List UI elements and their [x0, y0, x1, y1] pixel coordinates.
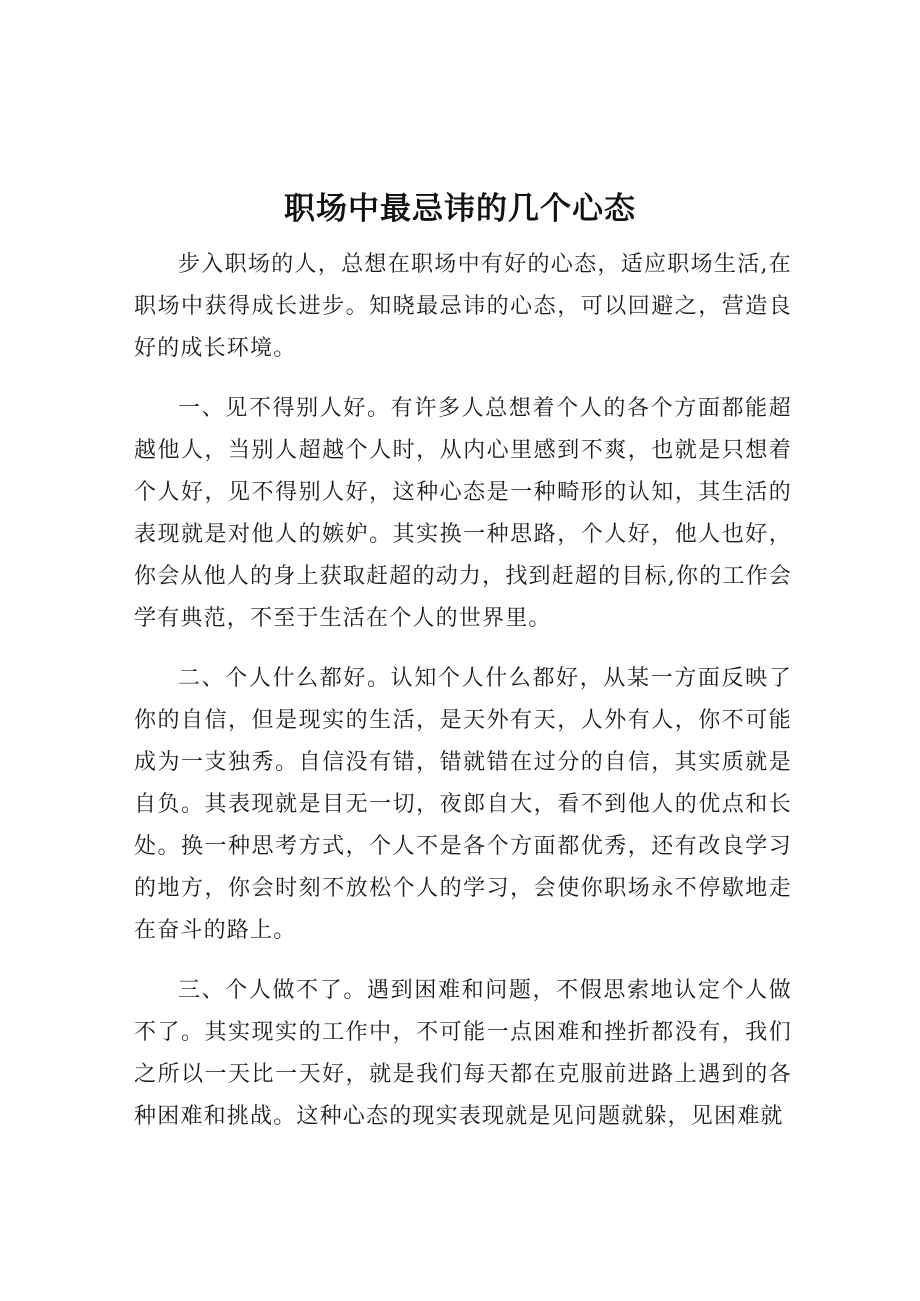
paragraph-section-1: 一、见不得别人好。有许多人总想着个人的各个方面都能超越他人，当别人超越个人时，从内心里感到不爽，也就是只想着个人好，见不得别人好，这种心态是一种畸形的认知，其生活的表现就是对他人的嫉妒。其实换一种思路，个人好，他人也好，你会从他人的身上获取赶超的动力，找到赶超的目标,你的工作会学有典范，不至于生活在个人的世界里。	[134, 396, 792, 631]
paragraph-section-2: 二、个人什么都好。认知个人什么都好，从某一方面反映了你的自信，但是现实的生活，是天外有天，人外有人，你不可能成为一支独秀。自信没有错，错就错在过分的自信，其实质就是自负。其表现就是目无一切，夜郎自大，看不到他人的优点和长处。换一种思考方式，个人不是各个方面都优秀，还有改良学习的地方，你会时刻不放松个人的学习，会使你职场永不停歇地走在奋斗的路上。	[134, 666, 792, 943]
document-title: 职场中最忌讳的几个心态	[284, 191, 636, 227]
paragraph-section-3: 三、个人做不了。遇到困难和问题，不假思索地认定个人做不了。其实现实的工作中，不可能一点困难和挫折都没有，我们之所以一天比一天好，就是我们每天都在克服前进路上遇到的各种困难和挑战。这种心态的现实表现就是见问题就躲，见困难就	[134, 978, 792, 1129]
document-body	[134, 244, 792, 1156]
paragraph-intro: 步入职场的人，总想在职场中有好的心态，适应职场生活,在职场中获得成长进步。知晓最忌讳的心态，可以回避之，营造良好的成长环境。	[134, 252, 792, 361]
